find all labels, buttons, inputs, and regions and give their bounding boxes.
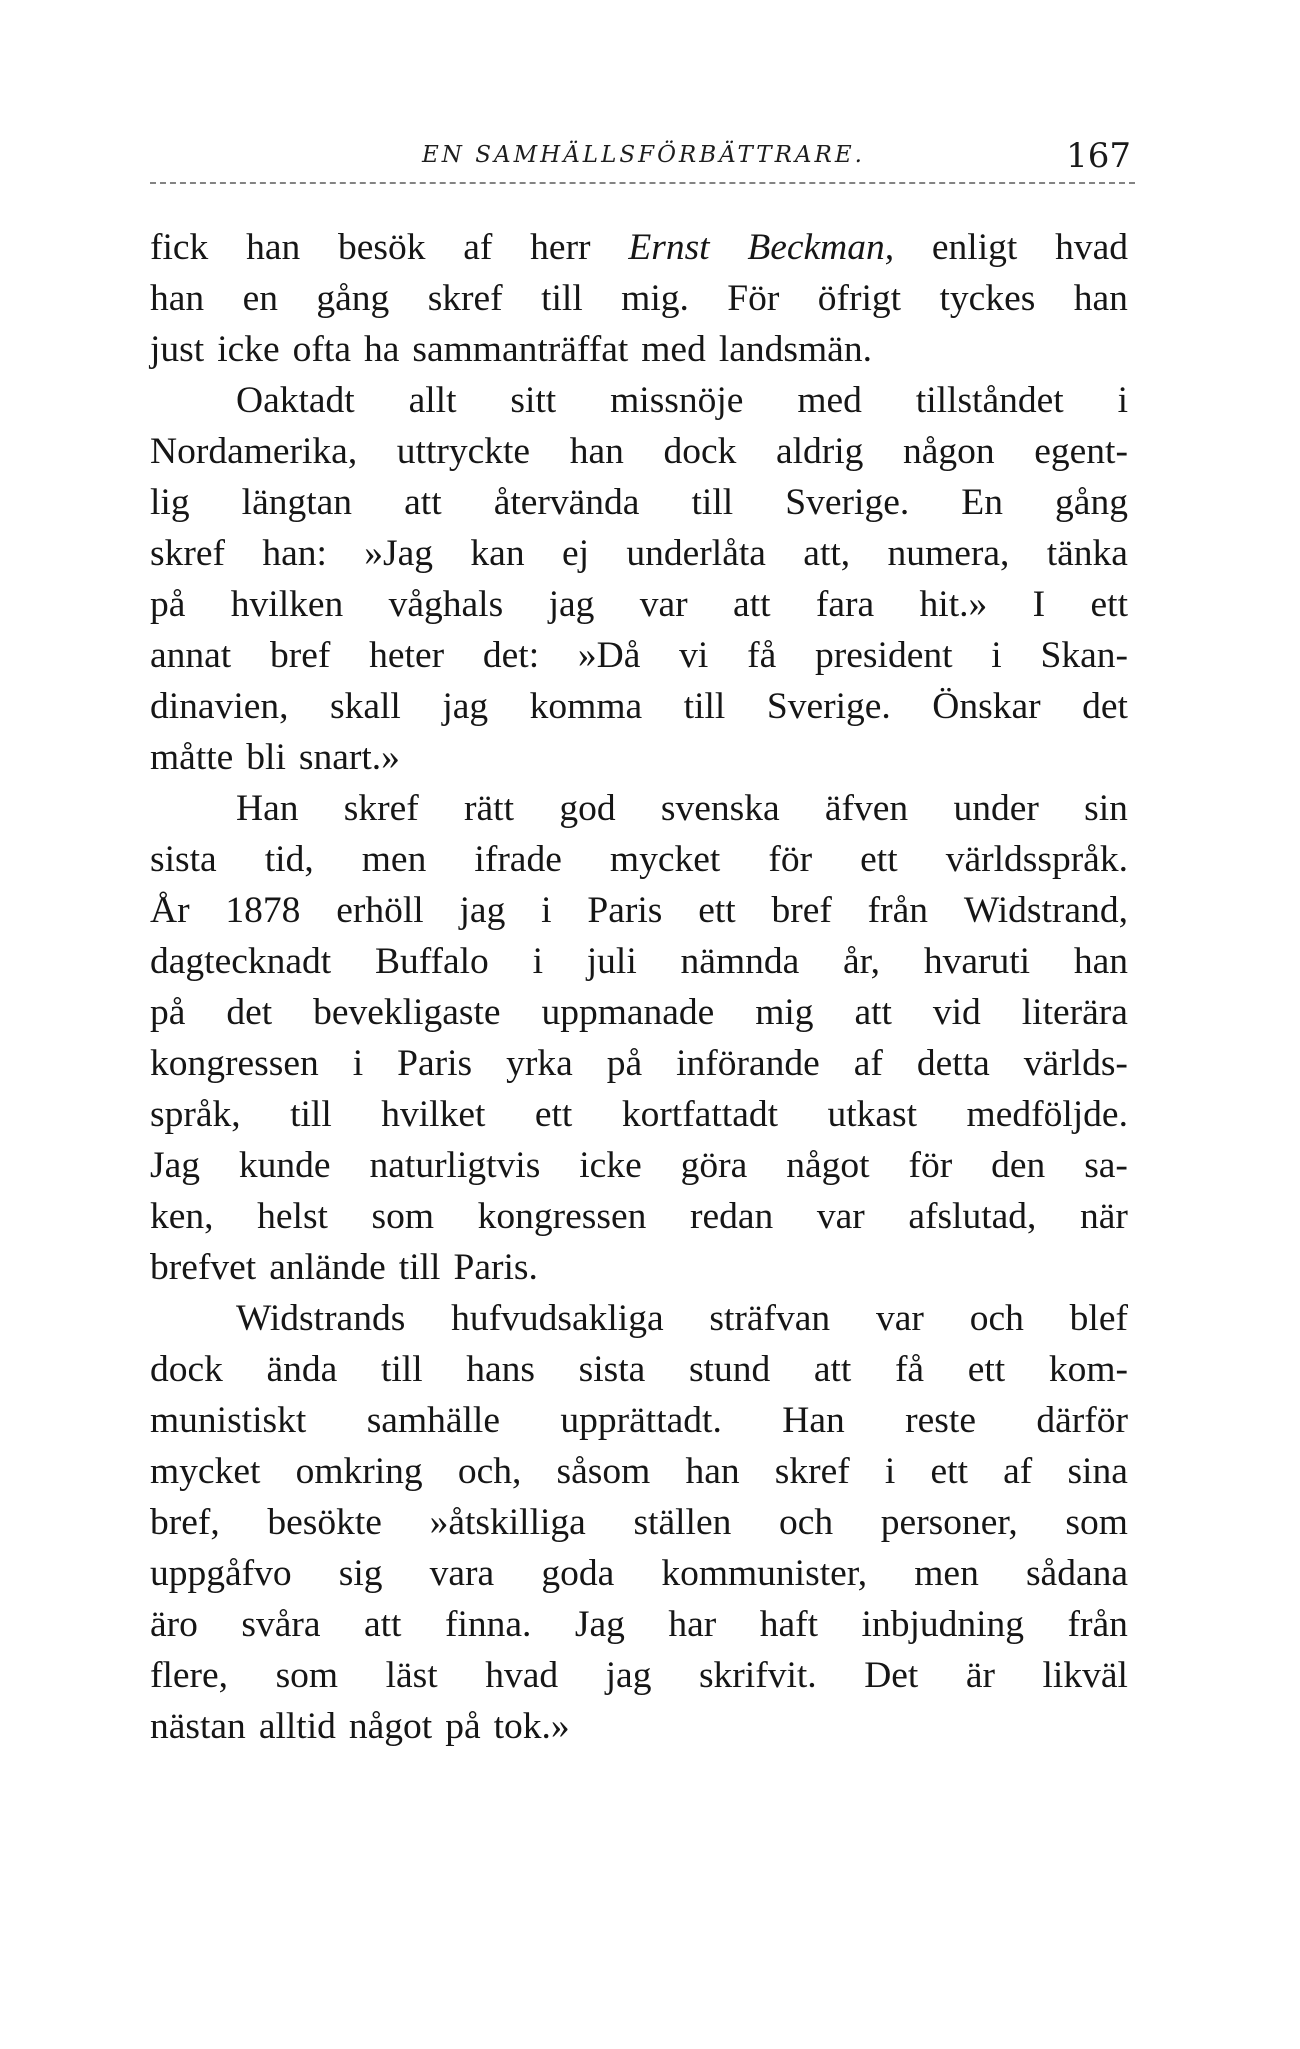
word: vara	[429, 1553, 495, 1594]
word: ett	[860, 839, 898, 880]
word: ett	[698, 890, 736, 931]
word: bref,	[150, 1502, 220, 1543]
text-line	[150, 630, 1128, 681]
running-head	[150, 128, 1135, 188]
word: i	[991, 635, 1002, 676]
word: mycket	[609, 839, 721, 880]
word: för	[908, 1145, 953, 1186]
word: egent-	[1034, 431, 1128, 472]
word: han	[1073, 278, 1128, 319]
word: kongressen	[150, 1043, 319, 1084]
word: uppgåfvo	[150, 1553, 292, 1594]
word: underlåta	[626, 533, 766, 574]
word: anlände	[269, 1247, 386, 1288]
word: var	[816, 1196, 865, 1237]
word: »Då	[577, 635, 641, 676]
word: dock	[150, 1349, 223, 1390]
word: juli	[586, 941, 637, 982]
word: något	[786, 1145, 870, 1186]
word: när	[1080, 1196, 1128, 1237]
text-line	[150, 1038, 1128, 1089]
word: hvilken	[230, 584, 344, 625]
word: längtan	[241, 482, 353, 523]
word: god	[559, 788, 616, 829]
word: missnöje	[610, 380, 744, 421]
word: snart.»	[298, 737, 400, 778]
word: på	[606, 1043, 643, 1084]
word: men	[361, 839, 427, 880]
word: kommunister,	[661, 1553, 868, 1594]
word: men	[914, 1553, 979, 1594]
word: herr	[530, 227, 591, 268]
word: ställen	[633, 1502, 732, 1543]
word: bevekligaste	[313, 992, 501, 1033]
word: annat	[150, 635, 232, 676]
word: ha	[363, 329, 400, 370]
word: Ernst	[628, 227, 710, 268]
word: Han	[782, 1400, 845, 1441]
word: som	[275, 1655, 339, 1696]
word: allt	[408, 380, 457, 421]
word: att	[813, 1349, 852, 1390]
word: och,	[457, 1451, 522, 1492]
word: komma	[529, 686, 643, 727]
word: ej	[561, 533, 590, 574]
word: inbjudning	[861, 1604, 1025, 1645]
word: sa-	[1084, 1145, 1128, 1186]
word: brefvet	[150, 1247, 257, 1288]
word: Nordamerika,	[150, 431, 358, 472]
word: 1878	[225, 890, 301, 931]
page-number: 167	[1066, 136, 1131, 176]
word: tillståndet	[915, 380, 1064, 421]
word: nämnda	[680, 941, 800, 982]
word: dagtecknadt	[150, 941, 332, 982]
text-line	[150, 1395, 1128, 1446]
word: dock	[663, 431, 737, 472]
word: ken,	[150, 1196, 214, 1237]
word: öfrigt	[817, 278, 902, 319]
word: Jag	[150, 1145, 200, 1186]
text-line	[150, 681, 1128, 732]
word: hvilket	[381, 1094, 486, 1135]
text-line	[150, 528, 1128, 579]
word: har	[668, 1604, 717, 1645]
word: återvända	[493, 482, 640, 523]
word: personer,	[880, 1502, 1018, 1543]
word: ända	[266, 1349, 338, 1390]
word: jag	[605, 1655, 652, 1696]
text-line	[150, 1242, 1128, 1293]
word: det:	[482, 635, 540, 676]
word: finna.	[444, 1604, 532, 1645]
word: på	[445, 1706, 481, 1747]
word: Önskar	[932, 686, 1041, 727]
word: goda	[541, 1553, 615, 1594]
word: i	[541, 890, 552, 931]
word: reste	[905, 1400, 976, 1441]
word: hans	[466, 1349, 536, 1390]
word: skref	[774, 1451, 850, 1492]
word: det	[226, 992, 273, 1033]
text-line	[150, 936, 1128, 987]
word: få	[747, 635, 777, 676]
word: till	[683, 686, 726, 727]
word: Oaktadt	[236, 380, 355, 421]
word: kortfattadt	[621, 1094, 779, 1135]
word: dinavien,	[150, 686, 289, 727]
word: han	[1073, 941, 1128, 982]
word: med	[797, 380, 862, 421]
word: ett	[967, 1349, 1006, 1390]
word: han:	[262, 533, 327, 574]
word: blef	[1069, 1298, 1128, 1339]
word: i	[352, 1043, 364, 1084]
word: Beckman,	[747, 227, 895, 268]
word: af	[853, 1043, 883, 1084]
word: erhöll	[336, 890, 424, 931]
word: Skan-	[1040, 635, 1128, 676]
word: läst	[385, 1655, 438, 1696]
word: För	[727, 278, 780, 319]
word: få	[894, 1349, 925, 1390]
word: skref	[343, 788, 419, 829]
word: alltid	[258, 1706, 336, 1747]
word: äro	[150, 1604, 198, 1645]
word: språk,	[150, 1094, 241, 1135]
body-text	[150, 222, 1128, 1752]
word: afslutad,	[908, 1196, 1037, 1237]
word: literära	[1021, 992, 1128, 1033]
word: nästan	[150, 1706, 246, 1747]
word: fick	[150, 227, 209, 268]
word: sammanträffat	[412, 329, 629, 370]
text-line	[150, 579, 1128, 630]
word: bref	[270, 635, 331, 676]
text-line	[150, 222, 1128, 273]
word: besök	[338, 227, 426, 268]
word: sista	[578, 1349, 646, 1390]
word: som	[371, 1196, 435, 1237]
word: världs-	[1023, 1043, 1128, 1084]
word: våghals	[388, 584, 504, 625]
word: och	[969, 1298, 1024, 1339]
word: Sverige.	[785, 482, 910, 523]
text-line	[150, 732, 1128, 783]
word: skref	[427, 278, 503, 319]
word: »åtskilliga	[429, 1502, 586, 1543]
word: skrifvit.	[698, 1655, 817, 1696]
word: något	[348, 1706, 433, 1747]
word: till	[541, 278, 583, 319]
word: haft	[759, 1604, 819, 1645]
word: tyckes	[939, 278, 1036, 319]
word: År	[150, 890, 190, 931]
word: på	[150, 584, 186, 625]
word: fara	[815, 584, 875, 625]
word: som	[1065, 1502, 1128, 1543]
word: utkast	[827, 1094, 918, 1135]
word: ett	[930, 1451, 968, 1492]
word: upprättadt.	[560, 1400, 722, 1441]
word: bli	[246, 737, 286, 778]
word: helst	[257, 1196, 328, 1237]
word: under	[953, 788, 1039, 829]
word: kan	[470, 533, 525, 574]
text-line	[150, 1293, 1128, 1344]
word: sitt	[510, 380, 557, 421]
word: i	[1117, 380, 1128, 421]
word: hvaruti	[923, 941, 1031, 982]
word: till	[691, 482, 734, 523]
word: president	[815, 635, 953, 676]
word: jag	[442, 686, 489, 727]
word: är	[965, 1655, 995, 1696]
word: var	[639, 584, 688, 625]
word: af	[463, 227, 493, 268]
word: Jag	[574, 1604, 625, 1645]
word: uppmanade	[541, 992, 715, 1033]
text-line	[150, 324, 1128, 375]
word: Paris.	[453, 1247, 538, 1288]
running-title: EN SAMHÄLLSFÖRBÄTTRARE.	[422, 142, 865, 168]
word: aldrig	[775, 431, 864, 472]
word: jag	[459, 890, 506, 931]
word: han	[685, 1451, 740, 1492]
word: En	[961, 482, 1003, 523]
word: besökte	[267, 1502, 382, 1543]
text-line	[150, 885, 1128, 936]
text-line	[150, 834, 1128, 885]
word: »Jag	[364, 533, 434, 574]
word: någon	[903, 431, 995, 472]
word: det	[1082, 686, 1128, 727]
word: Det	[864, 1655, 919, 1696]
word: mig	[755, 992, 814, 1033]
word: sin	[1084, 788, 1128, 829]
word: Buffalo	[374, 941, 489, 982]
text-line	[150, 783, 1128, 834]
word: införande	[676, 1043, 820, 1084]
word: tänka	[1046, 533, 1128, 574]
word: därför	[1036, 1400, 1128, 1441]
word: sina	[1067, 1451, 1128, 1492]
word: att	[733, 584, 771, 625]
word: flere,	[150, 1655, 229, 1696]
text-line	[150, 987, 1128, 1038]
word: att,	[803, 533, 851, 574]
word: hit.»	[919, 584, 988, 625]
word: att	[854, 992, 892, 1033]
text-line	[150, 477, 1128, 528]
text-line	[150, 1599, 1128, 1650]
text-line	[150, 375, 1128, 426]
word: vid	[932, 992, 981, 1033]
word: just	[150, 329, 205, 370]
word: numera,	[887, 533, 1010, 574]
word: sig	[338, 1553, 383, 1594]
text-line	[150, 1548, 1128, 1599]
word: rätt	[464, 788, 515, 829]
word: ofta	[292, 329, 351, 370]
word: icke	[579, 1145, 642, 1186]
word: skref	[150, 533, 225, 574]
word: detta	[916, 1043, 990, 1084]
word: gång	[316, 278, 390, 319]
word: munistiskt	[150, 1400, 307, 1441]
word: till	[380, 1349, 423, 1390]
word: medföljde.	[966, 1094, 1128, 1135]
word: till	[398, 1247, 441, 1288]
word: omkring	[295, 1451, 423, 1492]
word: för	[768, 839, 813, 880]
word: lig	[150, 482, 190, 523]
word: hufvudsakliga	[451, 1298, 664, 1339]
word: till	[290, 1094, 332, 1135]
word: uttryckte	[396, 431, 531, 472]
text-line	[150, 426, 1128, 477]
word: från	[867, 890, 929, 931]
word: yrka	[506, 1043, 573, 1084]
text-line	[150, 1650, 1128, 1701]
word: likväl	[1042, 1655, 1128, 1696]
word: sådana	[1025, 1553, 1128, 1594]
word: af	[1003, 1451, 1033, 1492]
word: hvad	[485, 1655, 559, 1696]
word: en	[242, 278, 278, 319]
word: och	[779, 1502, 834, 1543]
word: ett	[534, 1094, 573, 1135]
word: den	[991, 1145, 1046, 1186]
word: med	[641, 329, 706, 370]
word: ifrade	[474, 839, 562, 880]
text-line	[150, 1497, 1128, 1548]
word: Paris	[587, 890, 663, 931]
word: vi	[679, 635, 709, 676]
word: göra	[680, 1145, 748, 1186]
word: på	[150, 992, 186, 1033]
text-line	[150, 1140, 1128, 1191]
word: skall	[330, 686, 401, 727]
word: landsmän.	[718, 329, 872, 370]
text-line	[150, 1446, 1128, 1497]
word: stund	[688, 1349, 771, 1390]
word: såsom	[556, 1451, 651, 1492]
text-line	[150, 1089, 1128, 1140]
word: kongressen	[477, 1196, 647, 1237]
word: att	[404, 482, 442, 523]
word: Widstrand,	[963, 890, 1128, 931]
header-rule	[150, 182, 1135, 184]
word: äfven	[824, 788, 909, 829]
word: år,	[843, 941, 881, 982]
text-line	[150, 273, 1128, 324]
word: att	[363, 1604, 402, 1645]
word: Sverige.	[766, 686, 891, 727]
word: gång	[1055, 482, 1128, 523]
word: från	[1067, 1604, 1128, 1645]
word: naturligtvis	[369, 1145, 541, 1186]
word: i	[884, 1451, 896, 1492]
word: bref	[771, 890, 832, 931]
word: ett	[1090, 584, 1128, 625]
word: redan	[689, 1196, 774, 1237]
word: han	[150, 278, 205, 319]
word: sista	[150, 839, 217, 880]
word: svenska	[660, 788, 780, 829]
word: Han	[236, 788, 299, 829]
word: samhälle	[366, 1400, 500, 1441]
word: tok.»	[493, 1706, 570, 1747]
word: Widstrands	[236, 1298, 406, 1339]
word: sträfvan	[709, 1298, 831, 1339]
word: var	[876, 1298, 924, 1339]
word: icke	[217, 329, 280, 370]
word: heter	[369, 635, 445, 676]
word: tid,	[264, 839, 314, 880]
word: kunde	[238, 1145, 331, 1186]
text-line	[150, 1344, 1128, 1395]
word: måtte	[150, 737, 234, 778]
word: enligt	[931, 227, 1018, 268]
word: mig.	[621, 278, 689, 319]
word: hvad	[1055, 227, 1128, 268]
word: kom-	[1048, 1349, 1128, 1390]
word: i	[532, 941, 543, 982]
word: mycket	[150, 1451, 261, 1492]
word: han	[246, 227, 301, 268]
word: Paris	[397, 1043, 473, 1084]
text-line	[150, 1701, 1128, 1752]
word: jag	[548, 584, 595, 625]
text-line	[150, 1191, 1128, 1242]
word: svåra	[241, 1604, 321, 1645]
word: I	[1032, 584, 1046, 625]
word: världsspråk.	[945, 839, 1128, 880]
word: han	[569, 431, 624, 472]
